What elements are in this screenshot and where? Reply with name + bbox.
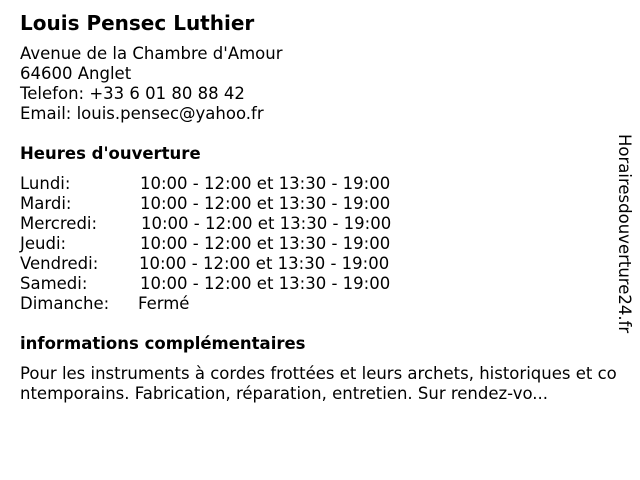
day-label: Dimanche: <box>20 294 110 313</box>
business-name: Louis Pensec Luthier <box>20 11 255 35</box>
day-hours: Fermé <box>138 294 190 313</box>
day-hours: 10:00 - 12:00 et 13:30 - 19:00 <box>141 214 392 233</box>
hours-heading: Heures d'ouverture <box>20 144 201 163</box>
info-heading: informations complémentaires <box>20 334 306 353</box>
day-hours: 10:00 - 12:00 et 13:30 - 19:00 <box>140 234 391 253</box>
site-watermark: Horairesdouverture24.fr <box>615 134 634 334</box>
address-line-2: 64600 Anglet <box>20 64 132 83</box>
day-label: Vendredi: <box>20 254 99 273</box>
day-label: Mercredi: <box>20 214 98 233</box>
day-hours: 10:00 - 12:00 et 13:30 - 19:00 <box>140 194 391 213</box>
info-description: Pour les instruments à cordes frottées et leurs archets, historiques et contemporains. Fabrication, réparation, entretien. Sur rendez-vo... <box>20 364 617 403</box>
day-hours: 10:00 - 12:00 et 13:30 - 19:00 <box>139 254 390 273</box>
day-label: Lundi: <box>20 174 71 193</box>
email-line: Email: louis.pensec@yahoo.fr <box>20 104 264 123</box>
day-label: Mardi: <box>20 194 72 213</box>
day-hours: 10:00 - 12:00 et 13:30 - 19:00 <box>140 274 391 293</box>
day-label: Samedi: <box>20 274 88 293</box>
day-hours: 10:00 - 12:00 et 13:30 - 19:00 <box>140 174 391 193</box>
phone-line: Telefon: +33 6 01 80 88 42 <box>20 84 245 103</box>
address-line-1: Avenue de la Chambre d'Amour <box>20 44 283 63</box>
day-label: Jeudi: <box>20 234 67 253</box>
